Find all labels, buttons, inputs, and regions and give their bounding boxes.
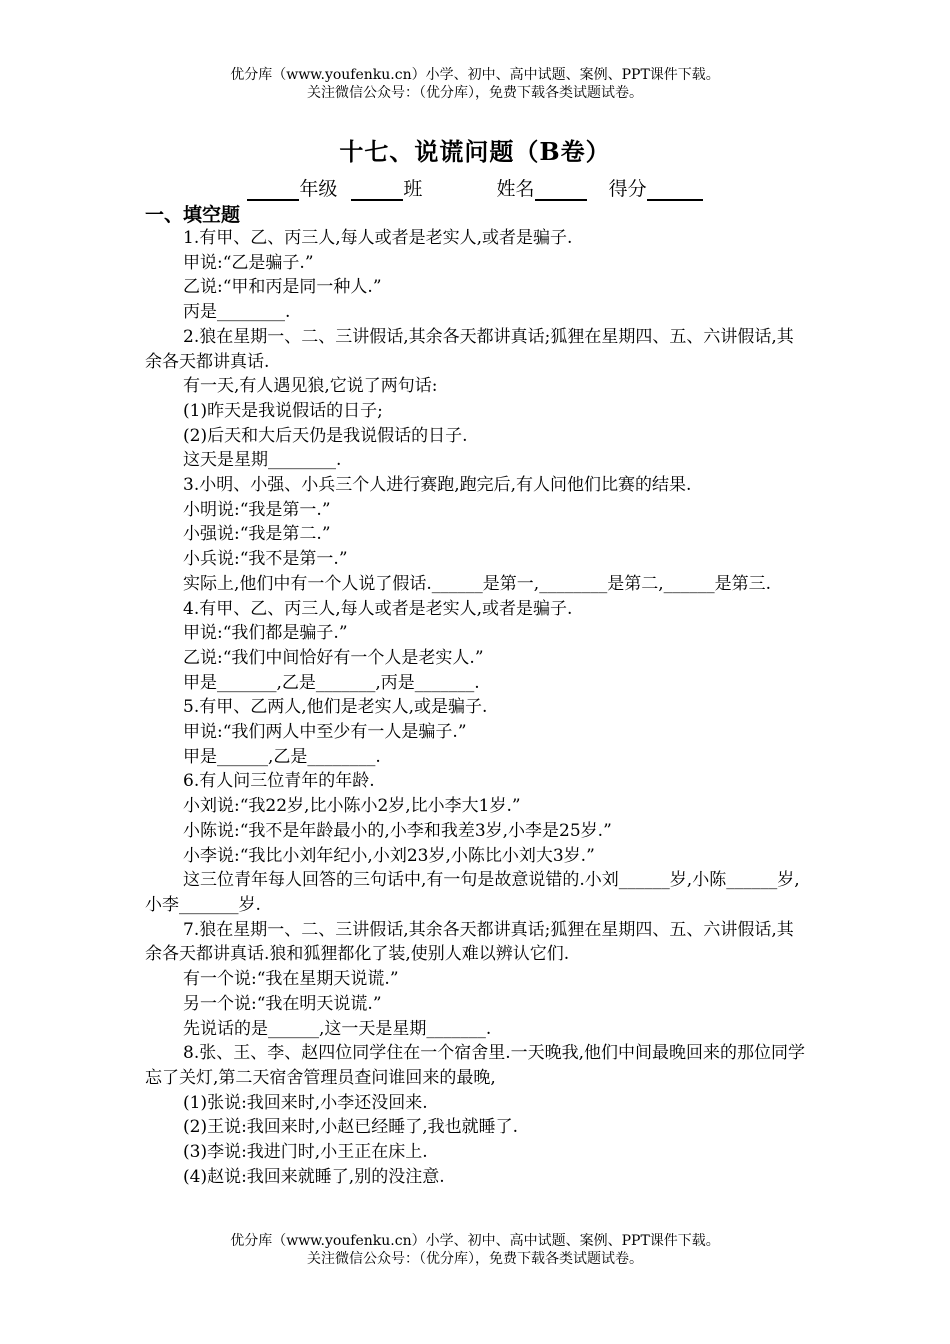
text-line: (1)昨天是我说假话的日子; [183,400,383,421]
score-label: 得分 [608,178,647,200]
text-line: 小陈说:“我不是年龄最小的,小李和我差3岁,小李是25岁.” [183,820,612,841]
text-line: 丙是________. [183,302,291,323]
page-footer [0,1232,950,1268]
text-line: (2)后天和大后天仍是我说假话的日子. [183,425,468,446]
text-line: 乙说:“甲和丙是同一种人.” [183,277,382,298]
class-label: 班 [403,178,423,200]
footer-line-1: 优分库（www.youfenku.cn）小学、初中、高中试题、案例、PPT课件下载。 [230,1233,720,1249]
text-line: 甲说:“我们两人中至少有一人是骗子.” [183,722,467,743]
student-info [0,174,950,201]
text-line: 5.有甲、乙两人,他们是老实人,或是骗子. [183,697,488,718]
text-line: 有一个说:“我在星期天说谎.” [183,969,399,990]
text-line: 3.小明、小强、小兵三个人进行赛跑,跑完后,有人问他们比赛的结果. [183,475,692,496]
text-line: 小强说:“我是第二.” [183,524,331,545]
text-line: 另一个说:“我在明天说谎.” [183,993,382,1014]
section-heading: 一、填空题 [145,204,241,226]
footer-line-2: 关注微信公众号：（优分库），免费下载各类试题试卷。 [307,1251,643,1267]
class-blank[interactable] [351,180,403,201]
text-line: 6.有人问三位青年的年龄. [183,771,375,792]
text-line: 这天是星期________. [183,450,342,471]
grade-blank[interactable] [247,180,299,201]
text-line: 有一天,有人遇见狼,它说了两句话: [183,376,438,397]
text-line: 小明说:“我是第一.” [183,499,331,520]
page-header [0,66,950,102]
header-line-2: 关注微信公众号：（优分库），免费下载各类试题试卷。 [307,85,643,101]
text-line: (1)张说:我回来时,小李还没回来. [183,1092,428,1113]
text-line: 甲说:“乙是骗子.” [183,252,314,273]
text-line: 小兵说:“我不是第一.” [183,549,348,570]
header-line-1: 优分库（www.youfenku.cn）小学、初中、高中试题、案例、PPT课件下载。 [230,67,720,83]
page-title: 十七、说谎问题（B卷） [339,137,611,166]
text-line: 甲是______,乙是________. [183,746,381,767]
text-line: 小刘说:“我22岁,比小陈小2岁,比小李大1岁.” [183,796,521,817]
text-line: (3)李说:我进门时,小王正在床上. [183,1142,428,1163]
text-line: 1.有甲、乙、丙三人,每人或者是老实人,或者是骗子. [183,228,573,248]
text-line: 2.狼在星期一、二、三讲假话,其余各天都讲真话;狐狸在星期四、五、六讲假话,其余各天都讲真话. [145,326,794,372]
text-line: 甲是_______,乙是_______,丙是_______. [183,672,480,693]
text-line: 先说话的是______,这一天是星期_______. [183,1018,492,1039]
name-label: 姓名 [496,178,535,200]
score-blank[interactable] [647,180,703,201]
text-line: 乙说:“我们中间恰好有一个人是老实人.” [183,647,484,668]
text-line: 7.狼在星期一、二、三讲假话,其余各天都讲真话;狐狸在星期四、五、六讲假话,其余各天都讲真话.狼和狐狸都化了装,使别人难以辨认它们. [145,919,794,965]
text-line: (2)王说:我回来时,小赵已经睡了,我也就睡了. [183,1117,519,1138]
question-content [145,226,807,1189]
text-line: 4.有甲、乙、丙三人,每人或者是老实人,或者是骗子. [183,598,573,619]
text-line: 8.张、王、李、赵四位同学住在一个宿舍里.一天晚我,他们中间最晚回来的那位同学忘了关灯,第二天宿舍管理员查问谁回来的最晚, [145,1043,806,1088]
text-line: 小李说:“我比小刘年纪小,小刘23岁,小陈比小刘大3岁.” [183,845,595,866]
name-blank[interactable] [535,180,587,201]
text-line: 甲说:“我们都是骗子.” [183,623,348,644]
text-line: 这三位青年每人回答的三句话中,有一句是故意说错的.小刘______岁,小陈______岁,小李_______岁. [145,870,800,915]
text-line: 实际上,他们中有一个人说了假话.______是第一,________是第二,______是第三. [183,573,772,594]
grade-label: 年级 [299,178,338,200]
text-line: (4)赵说:我回来就睡了,别的没注意. [183,1166,445,1187]
